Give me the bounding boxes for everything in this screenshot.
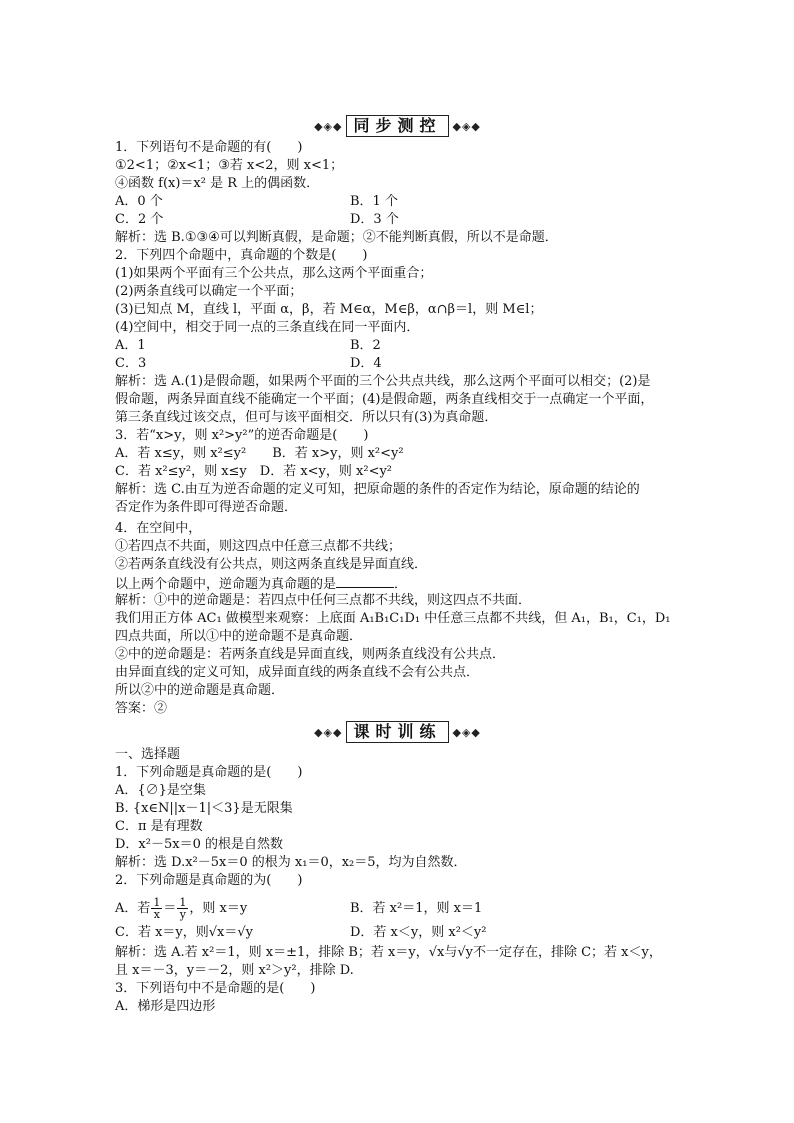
analysis-text: 解析：选 A.(1)是假命题，如果两个平面的三个公共点共线，那么这两个平面可以相交；(2)是: [115, 374, 651, 389]
question-text: ①若四点不共面，则这四点中任意三点都不共线；: [115, 539, 402, 554]
section-banner-sync-test: [310, 114, 485, 138]
analysis-text: ②中的逆命题是：若两条直线是异面直线，则两条直线没有公共点．: [115, 647, 506, 662]
option-a: A．梯形是四边形: [115, 999, 216, 1014]
fraction: [151, 897, 162, 920]
analysis-text: 否定作为条件即可得逆否命题．: [115, 500, 298, 515]
question-text: ②若两条直线没有公共点，则这两条直线是异面直线．: [115, 557, 428, 572]
option-d: D．4: [350, 356, 382, 371]
option-a: A．1: [115, 338, 146, 353]
option-a-suffix: ，则 x＝y: [189, 901, 248, 916]
equals-sign: ＝: [163, 901, 177, 916]
section-title: 课时训练: [346, 721, 448, 743]
analysis-text: 假命题，两条异面直线不能确定一个平面；(4)是假命题，两条直线相交于一点确定一个平面，: [115, 392, 654, 407]
question-text: (1)如果两个平面有三个公共点，那么这两个平面重合；: [115, 266, 433, 281]
analysis-text: 解析：选 D.x²－5x＝0 的根为 x₁＝0，x₂＝5，均为自然数．: [115, 855, 467, 870]
option-c: C．π 是有理数: [115, 819, 203, 834]
analysis-text: 解析：选 A.若 x²＝1，则 x＝±1，排除 B；若 x＝y，√x与√y不一定存在，排除 C；若 x＜y，: [115, 945, 662, 960]
question-stem: 3．下列语句中不是命题的是( ): [115, 981, 316, 996]
option-d: D．3 个: [350, 212, 399, 227]
question-stem: 1．下列命题是真命题的是( ): [115, 765, 303, 780]
question-stem: 2．下列四个命题中，真命题的个数是( ): [115, 248, 368, 263]
option-c: C．3: [115, 356, 147, 371]
fraction-denominator: y: [179, 908, 187, 921]
answer-blank: [336, 574, 394, 588]
analysis-text: 解析：选 B.①③④可以判断真假，是命题；②不能判断真假，所以不是命题．: [115, 230, 558, 245]
option-d: D．若 x＜y，则 x²＜y²: [350, 925, 487, 940]
options-ab: A．若 x≤y，则 x²≤y² B．若 x>y，则 x²<y²: [115, 446, 404, 461]
option-a: [115, 896, 247, 922]
question-text: (3)已知点 M，直线 l，平面 α，β，若 M∈α，M∈β，α∩β＝l，则 M∈l；: [115, 302, 543, 317]
question-stem: 4．在空间中，: [115, 521, 202, 536]
punctuation: ．: [394, 577, 408, 592]
analysis-text: 解析：选 C.由互为逆否命题的定义可知，把原命题的条件的否定作为结论，原命题的结论的: [115, 482, 640, 497]
analysis-text: 我们用正方体 AC₁ 做模型来观察：上底面 A₁B₁C₁D₁ 中任意三点都不共线，但 A₁，B₁，C₁，D₁: [115, 611, 671, 626]
option-c: C．2 个: [115, 212, 164, 227]
question-text: ④函数 f(x)＝x² 是 R 上的偶函数．: [115, 176, 320, 191]
option-b: B．若 x²＝1，则 x＝1: [350, 901, 483, 916]
fraction-numerator: 1: [179, 896, 187, 909]
analysis-text: 由异面直线的定义可知，成异面直线的两条直线不会有公共点．: [115, 665, 480, 680]
decoration-right: ◆◈◆: [452, 725, 481, 739]
section-title: 同步测控: [346, 115, 448, 137]
analysis-text: 且 x＝－3，y＝－2，则 x²＞y²，排除 D.: [115, 963, 354, 978]
option-a-prefix: A．若: [115, 901, 151, 916]
fraction-denominator: x: [153, 908, 160, 921]
question-text: ①2<1；②x<1；③若 x<2，则 x<1；: [115, 158, 344, 173]
decoration-left: ◆◈◆: [314, 725, 343, 739]
option-b: B. {x∈N||x－1|＜3}是无限集: [115, 801, 293, 816]
decoration-right: ◆◈◆: [452, 119, 481, 133]
analysis-text: 解析：①中的逆命题是：若四点中任何三点都不共线，则这四点不共面．: [115, 593, 532, 608]
question-text: (2)两条直线可以确定一个平面；: [115, 284, 303, 299]
option-b: B．1 个: [350, 194, 398, 209]
section-heading: 一、选择题: [115, 747, 181, 762]
question-text: (4)空间中，相交于同一点的三条直线在同一平面内．: [115, 320, 420, 335]
question-fill-blank: [115, 574, 407, 592]
analysis-text: 四点共面，所以①中的逆命题不是真命题．: [115, 629, 363, 644]
question-stem: 1．下列语句不是命题的有( ): [115, 140, 303, 155]
answer-text: 答案：②: [115, 701, 168, 716]
options-cd: C．若 x²≤y²，则 x≤y D．若 x<y，则 x²<y²: [115, 464, 393, 479]
analysis-text: 所以②中的逆命题是真命题．: [115, 683, 285, 698]
option-c: C．若 x＝y，则√x＝√y: [115, 925, 253, 940]
option-d: D．x²－5x＝0 的根是自然数: [115, 837, 283, 852]
decoration-left: ◆◈◆: [314, 119, 343, 133]
analysis-text: 第三条直线过该交点，但可与该平面相交．所以只有(3)为真命题．: [115, 410, 498, 425]
question-text: 以上两个命题中，逆命题为真命题的是: [115, 577, 337, 592]
fraction: [177, 897, 188, 920]
option-a: A．{∅}是空集: [115, 783, 206, 798]
question-stem: 2．下列命题是真命题的为( ): [115, 873, 303, 888]
option-b: B．2: [350, 338, 381, 353]
option-a: A．0 个: [115, 194, 163, 209]
fraction-numerator: 1: [153, 896, 161, 909]
question-stem: 3．若“x>y，则 x²>y²”的逆否命题是( ): [115, 428, 369, 443]
section-banner-lesson-practice: [310, 720, 485, 744]
